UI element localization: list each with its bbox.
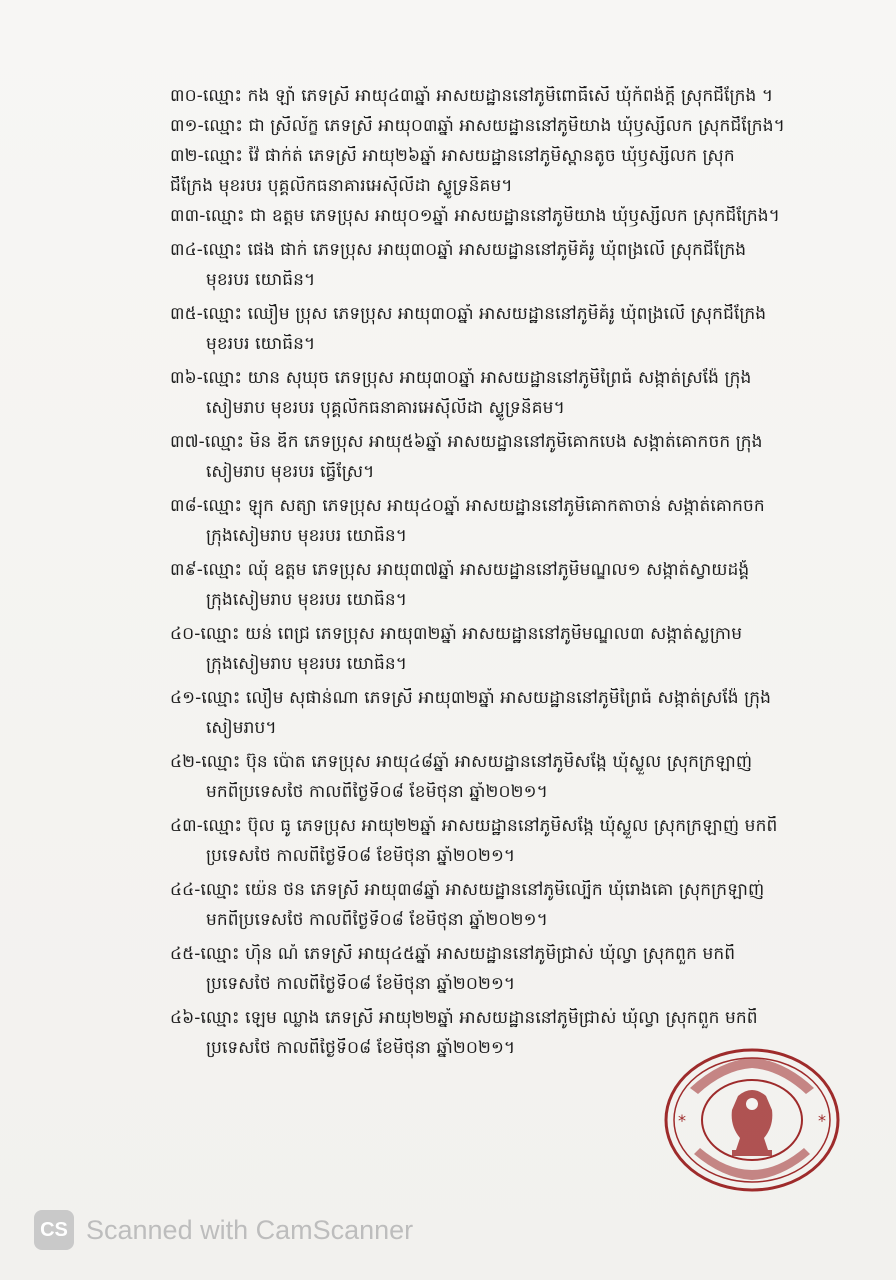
entry-line: ៣៨-ឈ្មោះ ឡុក សត្យា ភេទប្រុស អាយុ៤០ឆ្នាំ អាសយដ្ឋាននៅភូមិគោកតាចាន់ សង្កាត់គោកចក [170,496,765,516]
list-item [170,432,820,492]
list-item [170,688,820,748]
entry-line: ៤៦-ឈ្មោះ ឡេម ឈ្លាង ភេទស្រី អាយុ២២ឆ្នាំ អាសយដ្ឋាននៅភូមិជ្រាស់ ឃុំល្វា ស្រុកពួក មកពី [170,1008,758,1028]
entry-line: ៤៥-ឈ្មោះ ហ៊ិន ណំ ភេទស្រី អាយុ៤៥ឆ្នាំ អាសយដ្ឋាននៅភូមិជ្រាស់ ឃុំល្វា ស្រុកពួក មកពី [170,944,736,964]
entry-line-continued: ក្រុងសៀមរាប មុខរបរ យោធិន។ [206,526,408,546]
scanner-watermark [34,1208,413,1252]
list-item [170,496,820,556]
entry-line: ៣៤-ឈ្មោះ ផេង ផាក់ ភេទប្រុស អាយុ៣០ឆ្នាំ អាសយដ្ឋាននៅភូមិគំរូ ឃុំពង្រលើ ស្រុកជីក្រែង [170,240,747,260]
entry-line-continued: មុខរបរ យោធិន។ [206,270,316,290]
list-item [170,944,820,1004]
watermark-text: Scanned with CamScanner [86,1214,414,1245]
entry-line: ៣៧-ឈ្មោះ មិន ឌឹក ភេទប្រុស អាយុ៥៦ឆ្នាំ អាសយដ្ឋាននៅភូមិគោកបេង សង្កាត់គោកចក ក្រុង [170,432,763,452]
list-item [170,368,820,428]
entry-line-continued: ប្រទេសថៃ កាលពីថ្ងៃទី០៨ ខែមិថុនា ឆ្នាំ២០២១។ [206,974,516,994]
entry-line: ៣២-ឈ្មោះ វ៉ៃ ផាក់ត់ ភេទស្រី អាយុ២៦ឆ្នាំ អាសយដ្ឋាននៅភូមិស្ពានតូច ឃុំឫស្សីលក ស្រុក [170,146,735,166]
list-item [170,752,820,812]
camscanner-logo: CS [34,1210,74,1250]
entry-line-continued: ក្រុងសៀមរាប មុខរបរ យោធិន។ [206,654,408,674]
entry-line: ៤១-ឈ្មោះ លឿម សុផាន់ណា ភេទស្រី អាយុ៣២ឆ្នាំ អាសយដ្ឋាននៅភូមិព្រៃធំ សង្កាត់ស្រង៉ែ ក្រុង [170,688,771,708]
entry-line-continued: ក្រុងសៀមរាប មុខរបរ យោធិន។ [206,590,408,610]
entry-line: ៣៥-ឈ្មោះ ឈឿម ប្រុស ភេទប្រុស អាយុ៣០ឆ្នាំ អាសយដ្ឋាននៅភូមិគំរូ ឃុំពង្រលើ ស្រុកជីក្រែង [170,304,767,324]
entry-line: ៣១-ឈ្មោះ ជា ស្រីល័ក្ខ ភេទស្រី អាយុ០៣ឆ្នាំ អាសយដ្ឋាននៅភូមិយាង ឃុំឫស្សីលក ស្រុកជីក្រែង។ [170,116,785,136]
list-item [170,206,820,236]
svg-text:*: * [818,1111,826,1130]
svg-text:*: * [678,1111,686,1130]
entry-line-continued: ប្រទេសថៃ កាលពីថ្ងៃទី០៨ ខែមិថុនា ឆ្នាំ២០២១។ [206,846,516,866]
entry-line: ៤០-ឈ្មោះ យន់ ពេជ្រ ភេទប្រុស អាយុ៣២ឆ្នាំ អាសយដ្ឋាននៅភូមិមណ្ឌល៣ សង្កាត់ស្លក្រាម [170,624,743,644]
list-item [170,240,820,300]
entry-line: ៤២-ឈ្មោះ ប៊ុន ប៉ោត ភេទប្រុស អាយុ៤៨ឆ្នាំ អាសយដ្ឋាននៅភូមិសង្កែ ឃុំស្លួល ស្រុកក្រឡាញ់ [170,752,753,772]
list-item [170,304,820,364]
entry-line: ៣០-ឈ្មោះ កង ឡាំ ភេទស្រី អាយុ៤៣ឆ្នាំ អាសយដ្ឋាននៅភូមិពោធិ៍សើ ឃុំកំពង់ក្តី ស្រុកជីក្រែង ។ [170,86,774,106]
entry-list [170,86,820,1068]
entry-line-continued: សៀមរាប មុខរបរ ធ្វើស្រែ។ [206,462,375,482]
entry-line-continued: សៀមរាប មុខរបរ បុគ្គលិកធនាគារអេស៊ីលីដា ស្ទូទ្រនិគម។ [206,398,565,418]
list-item [170,86,820,116]
list-item [170,560,820,620]
entry-line: ៤៣-ឈ្មោះ ប៊ុល ធូ ភេទប្រុស អាយុ២២ឆ្នាំ អាសយដ្ឋាននៅភូមិសង្កែ ឃុំស្លួល ស្រុកក្រឡាញ់ មកពី [170,816,778,836]
list-item [170,146,820,206]
list-item [170,816,820,876]
list-item [170,880,820,940]
entry-line: ៣៩-ឈ្មោះ ឈុំ ឧត្តម ភេទប្រុស អាយុ៣៧ឆ្នាំ អាសយដ្ឋាននៅភូមិមណ្ឌល១ សង្កាត់ស្វាយដង្គំ [170,560,750,580]
seal-icon [660,1046,850,1196]
entry-line-continued: មកពីប្រទេសថៃ កាលពីថ្ងៃទី០៨ ខែមិថុនា ឆ្នាំ២០២១។ [206,910,548,930]
entry-line: ៤៤-ឈ្មោះ យ៉េន ថន ភេទស្រី អាយុ៣៨ឆ្នាំ អាសយដ្ឋាននៅភូមិល្បើក ឃុំរោងគោ ស្រុកក្រឡាញ់ [170,880,765,900]
entry-line-continued: មុខរបរ យោធិន។ [206,334,316,354]
list-item [170,116,820,146]
entry-line-continued: ជីក្រែង មុខរបរ បុគ្គលិកធនាគារអេស៊ីលីដា ស្ទូទ្រនិគម។ [170,176,513,196]
entry-line-continued: មកពីប្រទេសថៃ កាលពីថ្ងៃទី០៨ ខែមិថុនា ឆ្នាំ២០២១។ [206,782,548,802]
entry-line-continued: សៀមរាប។ [206,718,277,738]
list-item [170,624,820,684]
entry-line: ៣៦-ឈ្មោះ យាន សុឃុច ភេទប្រុស អាយុ៣០ឆ្នាំ អាសយដ្ឋាននៅភូមិព្រៃធំ សង្កាត់ស្រង៉ែ ក្រុង [170,368,752,388]
entry-line-continued: ប្រទេសថៃ កាលពីថ្ងៃទី០៨ ខែមិថុនា ឆ្នាំ២០២១។ [206,1038,516,1058]
entry-line: ៣៣-ឈ្មោះ ជា ឧត្តម ភេទប្រុស អាយុ០១ឆ្នាំ អាសយដ្ឋាននៅភូមិយាង ឃុំឫស្សីលក ស្រុកជីក្រែង។ [170,206,780,226]
official-seal [660,1046,850,1196]
